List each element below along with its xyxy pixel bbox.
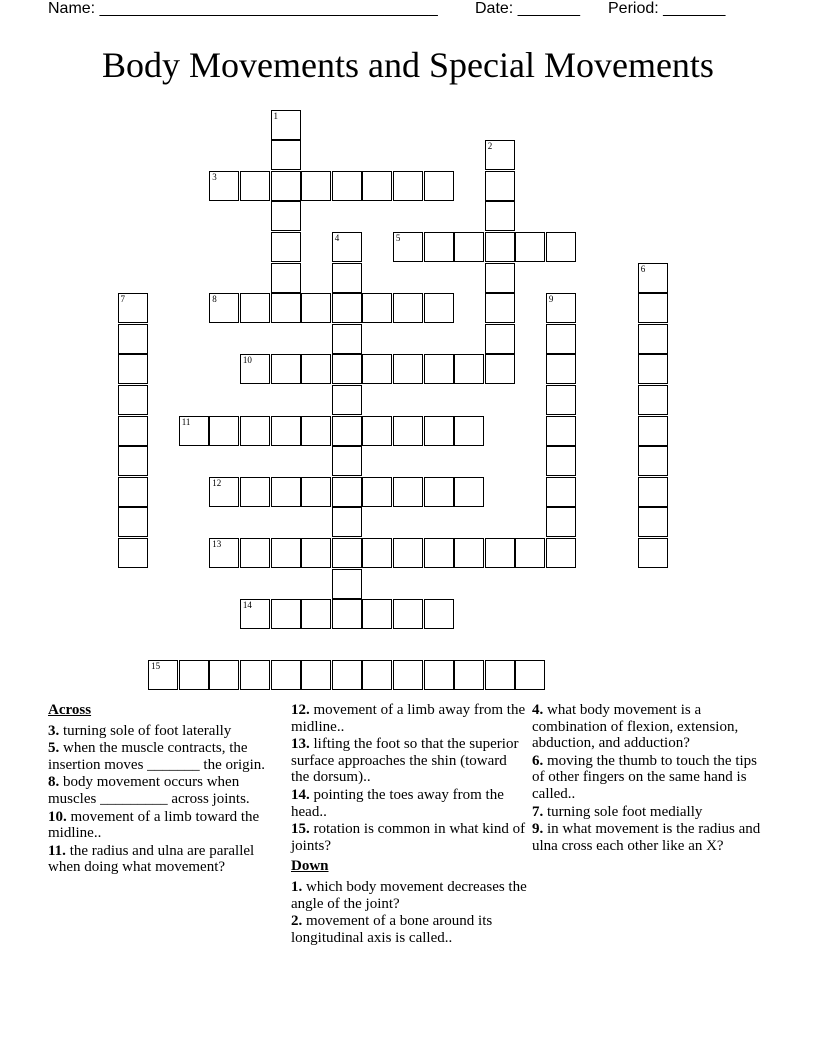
crossword-cell[interactable] <box>362 660 392 690</box>
crossword-cell[interactable] <box>485 140 515 170</box>
crossword-cell[interactable] <box>271 599 301 629</box>
down-clue: 7. turning sole foot medially <box>532 803 703 820</box>
crossword-cell[interactable] <box>240 293 270 323</box>
crossword-cell[interactable] <box>393 354 423 384</box>
crossword-cell[interactable] <box>118 416 148 446</box>
crossword-cell[interactable] <box>454 232 484 262</box>
across-clue: 11. the radius and ulna are parallel when doing what movement? <box>48 842 255 876</box>
crossword-cell[interactable] <box>271 140 301 170</box>
crossword-cell[interactable] <box>546 477 576 507</box>
clue-number: 11 <box>181 416 191 427</box>
crossword-cell[interactable] <box>485 660 515 690</box>
crossword-cell[interactable] <box>515 538 545 568</box>
crossword-cell[interactable] <box>301 660 331 690</box>
crossword-cell[interactable] <box>332 569 362 599</box>
crossword-cell[interactable] <box>454 660 484 690</box>
crossword-cell[interactable] <box>271 416 301 446</box>
clue-number: 1 <box>273 110 278 121</box>
crossword-cell[interactable] <box>454 416 484 446</box>
crossword-cell[interactable] <box>485 263 515 293</box>
crossword-cell[interactable] <box>179 660 209 690</box>
crossword-cell[interactable] <box>362 293 392 323</box>
name-field[interactable]: Name: ______________________________________ <box>48 0 438 17</box>
crossword-cell[interactable] <box>638 324 668 354</box>
clue-number: 4 <box>334 232 340 243</box>
crossword-cell[interactable] <box>118 324 148 354</box>
crossword-cell[interactable] <box>638 385 668 415</box>
crossword-cell[interactable] <box>638 507 668 537</box>
crossword-cell[interactable] <box>271 232 301 262</box>
crossword-cell[interactable] <box>638 416 668 446</box>
page-title: Body Movements and Special Movements <box>102 45 714 85</box>
crossword-cell[interactable] <box>424 171 454 201</box>
across-clue: 10. movement of a limb toward the midline.. <box>48 808 260 842</box>
crossword-cell[interactable] <box>546 446 576 476</box>
crossword-cell[interactable] <box>209 538 239 568</box>
crossword-cell[interactable] <box>209 293 239 323</box>
crossword-cell[interactable] <box>424 599 454 629</box>
crossword-cell[interactable] <box>240 660 270 690</box>
down-heading: Down <box>291 858 329 875</box>
crossword-cell[interactable] <box>546 354 576 384</box>
crossword-cell[interactable] <box>424 477 454 507</box>
crossword-cell[interactable] <box>485 538 515 568</box>
crossword-cell[interactable] <box>118 385 148 415</box>
crossword-cell[interactable] <box>118 446 148 476</box>
crossword-cell[interactable] <box>638 293 668 323</box>
clues-column-3 <box>532 702 768 855</box>
crossword-cell[interactable] <box>332 385 362 415</box>
crossword-cell[interactable] <box>240 538 270 568</box>
crossword-cell[interactable] <box>332 171 362 201</box>
crossword-cell[interactable] <box>485 232 515 262</box>
crossword-cell[interactable] <box>209 660 239 690</box>
crossword-cell[interactable] <box>332 446 362 476</box>
crossword-cell[interactable] <box>424 293 454 323</box>
crossword-cell[interactable] <box>332 263 362 293</box>
crossword-cell[interactable] <box>301 538 331 568</box>
date-field[interactable]: Date: _______ <box>475 0 580 17</box>
clue-number: 9 <box>548 294 554 305</box>
crossword-cell[interactable] <box>485 293 515 323</box>
crossword-cell[interactable] <box>362 477 392 507</box>
crossword-cell[interactable] <box>424 538 454 568</box>
crossword-cell[interactable] <box>271 354 301 384</box>
crossword-cell[interactable] <box>332 293 362 323</box>
crossword-cell[interactable] <box>271 538 301 568</box>
crossword-cell[interactable] <box>454 354 484 384</box>
down-clue: 6. moving the thumb to touch the tips of other fingers on the same hand is called.. <box>532 752 757 802</box>
crossword-cell[interactable] <box>546 507 576 537</box>
crossword-cell[interactable] <box>454 538 484 568</box>
crossword-cell[interactable] <box>118 477 148 507</box>
crossword-cell[interactable] <box>271 201 301 231</box>
across-clue: 5. when the muscle contracts, the insertion moves _______ the origin. <box>48 740 266 773</box>
crossword-cell[interactable] <box>393 293 423 323</box>
crossword-cell[interactable] <box>240 416 270 446</box>
across-clue: 13. lifting the foot so that the superior surface approaches the shin (toward the dorsum).. <box>291 736 519 786</box>
crossword-cell[interactable] <box>362 599 392 629</box>
crossword-cell[interactable] <box>393 599 423 629</box>
down-clue: 9. in what movement is the radius and ulna cross each other like an X? <box>532 821 761 854</box>
crossword-cell[interactable] <box>118 293 148 323</box>
crossword-cell[interactable] <box>515 660 545 690</box>
crossword-cell[interactable] <box>271 477 301 507</box>
across-clue: 14. pointing the toes away from the head.. <box>291 786 504 820</box>
down-clue: 4. what body movement is a combination of flexion, extension, abduction, and adduction? <box>532 702 739 752</box>
crossword-cell[interactable] <box>393 538 423 568</box>
crossword-cell[interactable] <box>118 507 148 537</box>
clue-number: 3 <box>212 171 217 182</box>
crossword-cell[interactable] <box>546 293 576 323</box>
crossword-cell[interactable] <box>332 232 362 262</box>
crossword-cell[interactable] <box>424 416 454 446</box>
down-clue: 1. which body movement decreases the angle of the joint? <box>291 878 527 912</box>
crossword-cell[interactable] <box>546 416 576 446</box>
crossword-cell[interactable] <box>301 354 331 384</box>
crossword-cell[interactable] <box>301 599 331 629</box>
crossword-cell[interactable] <box>332 538 362 568</box>
crossword-cell[interactable] <box>393 171 423 201</box>
across-clue: 15. rotation is common in what kind of joints? <box>291 821 526 854</box>
clue-number: 15 <box>151 661 161 672</box>
crossword-cell[interactable] <box>332 354 362 384</box>
crossword-cell[interactable] <box>240 171 270 201</box>
crossword-cell[interactable] <box>271 293 301 323</box>
crossword-cell[interactable] <box>546 232 576 262</box>
crossword-cell[interactable] <box>393 660 423 690</box>
clues-column-2 <box>291 702 527 947</box>
clue-number: 12 <box>212 477 222 488</box>
crossword-cell[interactable] <box>485 171 515 201</box>
crossword-cell[interactable] <box>301 293 331 323</box>
across-clue: 8. body movement occurs when muscles _________ across joints. <box>48 774 250 807</box>
crossword-cell[interactable] <box>546 385 576 415</box>
crossword-cell[interactable] <box>424 660 454 690</box>
crossword-cell[interactable] <box>209 477 239 507</box>
crossword-cell[interactable] <box>485 354 515 384</box>
crossword-cell[interactable] <box>638 354 668 384</box>
crossword-cell[interactable] <box>301 416 331 446</box>
clues-column-1 <box>48 702 284 877</box>
crossword-cell[interactable] <box>271 660 301 690</box>
clue-number: 5 <box>395 232 401 243</box>
crossword-cell[interactable] <box>362 538 392 568</box>
crossword-cell[interactable] <box>332 324 362 354</box>
crossword-cell[interactable] <box>118 538 148 568</box>
clue-number: 8 <box>212 294 217 305</box>
crossword-cell[interactable] <box>638 446 668 476</box>
crossword-cell[interactable] <box>424 354 454 384</box>
crossword-cell[interactable] <box>424 232 454 262</box>
across-clue: 3. turning sole of foot laterally <box>48 722 232 739</box>
crossword-cell[interactable] <box>485 201 515 231</box>
crossword-cell[interactable] <box>271 263 301 293</box>
crossword-cell[interactable] <box>638 263 668 293</box>
crossword-cell[interactable] <box>332 416 362 446</box>
crossword-cell[interactable] <box>118 354 148 384</box>
crossword-cell[interactable] <box>454 477 484 507</box>
across-heading: Across <box>48 702 92 718</box>
crossword-cell[interactable] <box>332 660 362 690</box>
crossword-cell[interactable] <box>638 477 668 507</box>
crossword-cell[interactable] <box>179 416 209 446</box>
crossword-cell[interactable] <box>515 232 545 262</box>
crossword-cell[interactable] <box>240 599 270 629</box>
clue-number: 10 <box>242 355 252 366</box>
clue-number: 13 <box>212 538 222 549</box>
clue-number: 2 <box>487 141 493 152</box>
crossword-cell[interactable] <box>546 538 576 568</box>
crossword-cell[interactable] <box>332 599 362 629</box>
crossword-cell[interactable] <box>301 477 331 507</box>
crossword-cell[interactable] <box>271 171 301 201</box>
clue-number: 7 <box>120 294 125 305</box>
period-field[interactable]: Period: _______ <box>608 0 726 17</box>
crossword-cell[interactable] <box>393 477 423 507</box>
down-clue: 2. movement of a bone around its longitudinal axis is called.. <box>291 913 493 946</box>
clue-number: 6 <box>640 263 646 274</box>
crossword-cell[interactable] <box>485 324 515 354</box>
crossword-cell[interactable] <box>393 232 423 262</box>
crossword-cell[interactable] <box>393 416 423 446</box>
crossword-cell[interactable] <box>209 416 239 446</box>
crossword-cell[interactable] <box>301 171 331 201</box>
crossword-cell[interactable] <box>240 477 270 507</box>
crossword-cell[interactable] <box>362 416 392 446</box>
crossword-cell[interactable] <box>332 507 362 537</box>
crossword-cell[interactable] <box>362 354 392 384</box>
crossword-cell[interactable] <box>362 171 392 201</box>
crossword-cell[interactable] <box>240 354 270 384</box>
crossword-cell[interactable] <box>546 324 576 354</box>
crossword-cell[interactable] <box>148 660 178 690</box>
crossword-cell[interactable] <box>271 110 301 140</box>
clue-number: 14 <box>242 600 252 611</box>
crossword-cell[interactable] <box>209 171 239 201</box>
crossword-cell[interactable] <box>332 477 362 507</box>
crossword-cell[interactable] <box>638 538 668 568</box>
across-clue: 12. movement of a limb away from the midline.. <box>291 702 526 735</box>
